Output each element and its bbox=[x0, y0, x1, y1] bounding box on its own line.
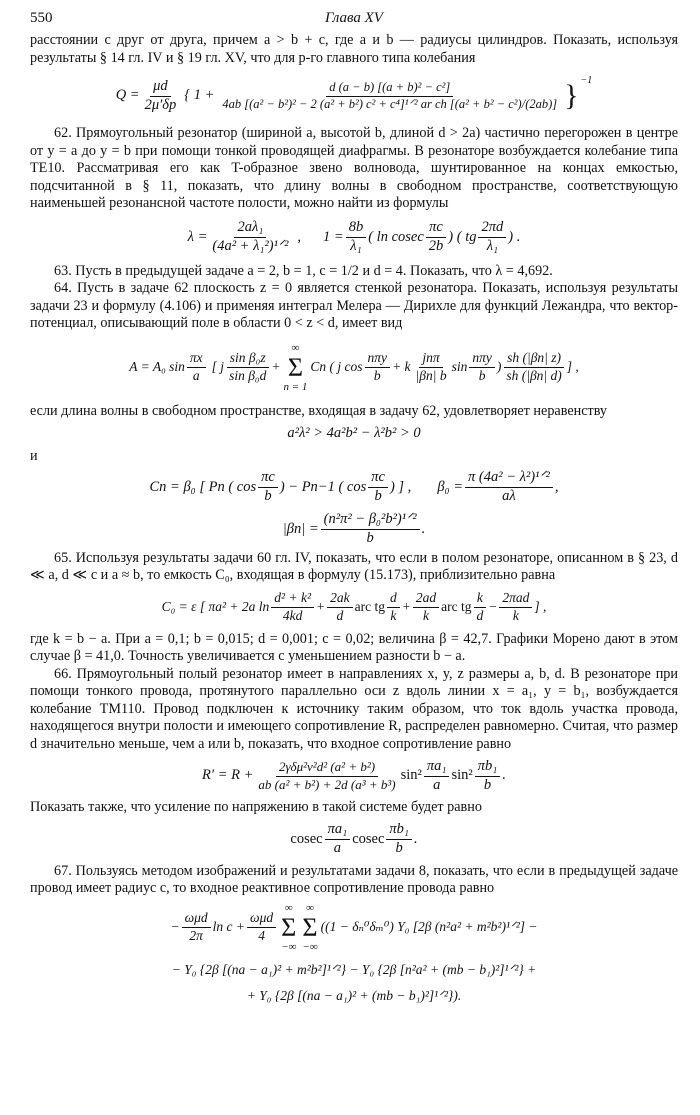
problem-67: 67. Пользуясь методом изображений и результатами задачи 8, показать, что если в предыдущей задаче провод имеет радиус c, то входное реактивное сопротивление провода равно bbox=[30, 862, 678, 896]
intro-paragraph: расстоянии c друг от друга, причем a > b + c, где a и b — радиусы цилиндров. Показать, используя результаты § 14 гл. IV и § 19 гл. XV, что для p-го главного типа колебания bbox=[30, 32, 678, 66]
formula-gain: cosec $\frac{\text{πa₁}}{a}$ cosec $\frac{\text{πb₁}}{b}$ . bbox=[290, 821, 418, 856]
formula-input-resistance: R′ = R + $\frac{\text{2γδμ²v²d² (a² + b²)}}{\text{ab (a² + b²) + 2d (a³ + b³)}}$ sin² $\frac{\text{πa₁}}{a}$ sin² $\frac{\text{πb₁}}{b}$ . bbox=[202, 757, 506, 793]
problem-65: 65. Используя результаты задачи 60 гл. IV, показать, что если в полом резонаторе, описанном в § 23, d ≪ a, d ≪ c и a ≈ b, то емкость C₀, входящая в формулу (15.173), приблизительно равна bbox=[30, 549, 678, 583]
page-header bbox=[30, 6, 678, 32]
formula-c0: C₀ = ε [ πa² + 2a ln $\frac{\text{d² + k²}}{4kd}$ + $\frac{2ak}{d}$ arc tg $\frac{d}{k}$ + $\frac{2ad}{k}$ arc tg $\frac{k}{d}$ − $\frac{\text{2πad}}{k}$ ] , bbox=[161, 590, 547, 623]
formula-lambda: λ = $\frac{\text{2aλ₁}}{\text{(4a² + λ₁²)¹ᐟ²}}$ , 1 = $\frac{8b}{\text{λ₁}}$ ( ln cosec $\frac{\pi c}{2b}$ ) ( tg $\frac{2\pi d}{\text{λ₁}}$ ) . bbox=[187, 219, 521, 254]
problem-66-gain: Показать также, что усиление по напряжению в такой системе будет равно bbox=[30, 799, 482, 815]
formula-vector-potential: A = A₀ sin $\frac{\pi x}{a}$ [ j $\frac{\text{sin β₀z}}{\text{sin β₀d}}$ + ∞ Σ n = 1 Cn ( j cos $\frac{\text{nπy}}{b}$ + k $\frac{\text{jnπ}}{|\beta n| b}$ sin $\frac{\text{nπy}}{b}$ ) $\frac{sh (|\beta n| z)}{sh (|\beta n| d)}$ ] , bbox=[129, 342, 579, 393]
formula-q: Q = $\frac{\mu d}{2\mu'\delta p}$ { 1 + d (a − b) [(a + b)² − c²] 4ab [(a² − b²)² − 2 (a² + b²) c² + c⁴]¹ᐟ² ar ch [(a² + b² − c²)/(2ab)] } $^{-1}$ bbox=[115, 75, 593, 113]
problem-65-result: где k = b − a. При a = 0,1; b = 0,015; d = 0,001; c = 0,02; величина β = 42,7. Графики Морено дают в этом случае β = 41,0. Точность увеличивается с уменьшением разности b − a. bbox=[30, 630, 678, 664]
problem-66: 66. Прямоугольный полый резонатор имеет в направлениях x, y, z размеры a, b, d. В резонаторе при помощи тонкого провода, протянутого параллельно оси z вдоль линии x = a₁, y = b₁, возбуждается колебание TM110. Провод подключен к источнику таким образом, что ток вдоль участка провода, находящегося внутри полости и имеющего сопротивление R, распределен равномерно. Считая, что размер d значительно меньше, чем a или b, показать, что входное сопротивление равно bbox=[30, 665, 678, 752]
formula-inequality: a²λ² > 4a²b² − λ²b² > 0 bbox=[287, 425, 421, 442]
formula-cn: Cn = β₀ [ Pn ( cos $\frac{\pi c}{b}$ ) − Pn−1 ( cos $\frac{\pi c}{b}$ ) ] , β₀ = $\frac{\text{π (4a² − λ²)¹ᐟ²}}{a\lambda}$ , bbox=[149, 469, 559, 504]
problem-64: 64. Пусть в задаче 62 плоскость z = 0 является стенкой резонатора. Показать, используя результаты задачи 23 и формулу (4.106) и применяя интеграл Мелера — Дирихле для функций Лежандра, что вектор-потенциал, описывающий поле в области 0 < z < d, имеет вид bbox=[30, 280, 678, 331]
problem-62: 62. Прямоугольный резонатор (шириной a, высотой b, длиной d > 2a) частично перегорожен в центре от y = a до y = b при помощи тонкой проводящей диафрагмы. В резонаторе возбуждается колебание типа TE10. Рассматривая его как T-образное звено волновода, шунтированное на концах емкостью, подсчитанной в § 11, показать, что длину волны в свободном пространстве, соответствующую наименьшей резонансной частоте полости, можно найти из формулы bbox=[30, 125, 678, 211]
page-number: 550 bbox=[30, 10, 53, 26]
formula-reactance-line1: − $\frac{\text{ωμd}}{2\pi}$ ln c + $\frac{\text{ωμd}}{4}$ ∞ Σ −∞ ∞ Σ −∞ ((1 − δₙ⁰δₘ⁰) Y₀ [2β (n²a² + m²b²)¹ᐟ²] − bbox=[170, 902, 538, 953]
formula-beta-n: |βn| = $\frac{\text{(n²π² − β₀²b²)¹ᐟ²}}{b}$ . bbox=[282, 511, 426, 546]
formula-reactance-line2: − Y₀ {2β [(na − a₁)² + m²b²]¹ᐟ²} − Y₀ {2β [n²a² + (mb − b₁)²]¹ᐟ²} + bbox=[171, 962, 537, 978]
problem-64-condition: если длина волны в свободном пространстве, входящая в задачу 62, удовлетворяет неравенству bbox=[30, 402, 608, 419]
problem-63: 63. Пусть в предыдущей задаче a = 2, b = 1, c = 1/2 и d = 4. Показать, что λ = 4,692. bbox=[54, 262, 553, 279]
conjunction-and: и bbox=[30, 448, 38, 464]
running-head: Глава XV bbox=[325, 10, 383, 26]
formula-reactance-line3: + Y₀ {2β [(na − a₁)² + (mb − b₁)²]¹ᐟ²}). bbox=[246, 988, 462, 1004]
